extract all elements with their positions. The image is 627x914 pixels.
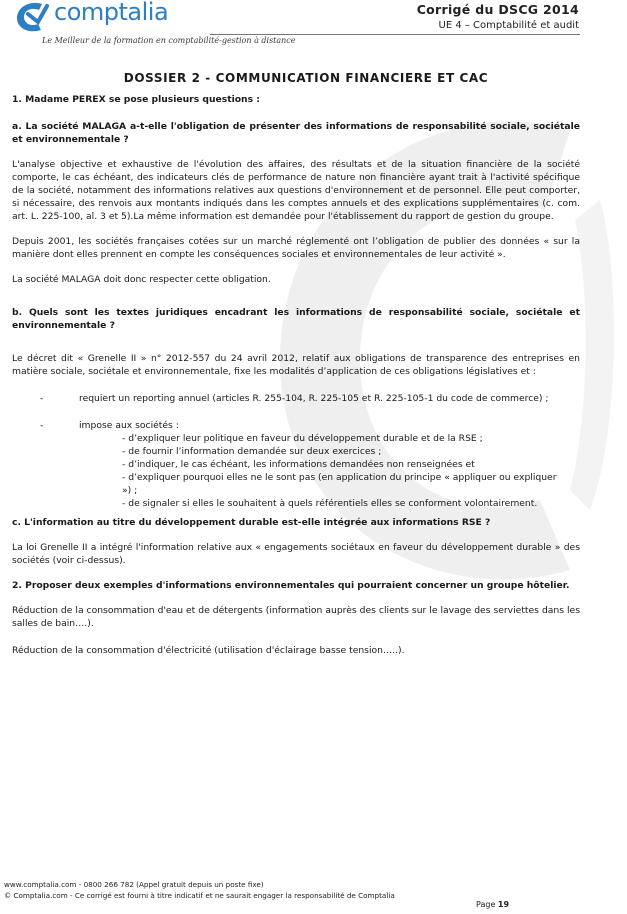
footer-contact: www.comptalia.com - 0800 266 782 (Appel gratuit depuis un poste fixe) xyxy=(4,880,264,889)
header-divider xyxy=(210,34,580,35)
header-right xyxy=(417,2,579,31)
sub-list xyxy=(12,432,580,510)
list-item-text: requiert un reporting annuel (articles R. 255-104, R. 225-105 et R. 225-105-1 du code de commerce) ; xyxy=(79,393,549,404)
sub-list-item: - de signaler si elles le souhaitent à quels référentiels elles se conforment volontairement. xyxy=(122,498,538,509)
question-a-paragraph-2: Depuis 2001, les sociétés françaises cotées sur un marché réglementé ont l’obligation de publier des données « sur la manière dont elles prennent en compte les conséquences sociales et environnementales de leur activité ». xyxy=(12,236,580,260)
list-item-text: impose aux sociétés : xyxy=(79,420,179,431)
footer-disclaimer: © Comptalia.com - Ce corrigé est fourni à titre indicatif et ne saurait engager la responsabilité de Comptalia xyxy=(4,891,395,900)
document-title: Corrigé du DSCG 2014 xyxy=(416,2,579,17)
section-2-title: 2. Proposer deux exemples d'informations environnementales qui pourraient concerner un groupe hôtelier. xyxy=(12,580,570,591)
question-b-title: b. Quels sont les textes juridiques encadrant les informations de responsabilité sociale, sociétale et environnementale ? xyxy=(12,307,580,331)
list-item: - impose aux sociétés : xyxy=(12,419,580,432)
section-2-paragraph-1: Réduction de la consommation d'eau et de détergents (information auprès des clients sur le lavage des serviettes dans les salles de bain….). xyxy=(12,605,580,629)
sub-list-item: - d’expliquer leur politique en faveur du développement durable et de la RSE ; xyxy=(122,433,483,444)
question-c-paragraph-1: La loi Grenelle II a intégré l'information relative aux « engagements sociétaux en faveur du développement durable » des sociétés (voir ci-dessus). xyxy=(12,542,580,566)
section-1-title: 1. Madame PEREX se pose plusieurs questions : xyxy=(12,94,260,105)
document-subtitle: UE 4 – Comptabilité et audit xyxy=(438,20,579,31)
question-a-title: a. La société MALAGA a-t-elle l'obligation de présenter des informations de responsabilité sociale, sociétale et environnementale ? xyxy=(12,121,580,145)
comptalia-logo[interactable] xyxy=(12,0,182,40)
section-2-paragraph-2: Réduction de la consommation d'électricité (utilisation d'éclairage basse tension…..). xyxy=(12,645,405,656)
footer xyxy=(4,879,395,901)
sub-list-item: - de fournir l’information demandée sur deux exercices ; xyxy=(122,446,382,457)
logo-mark-icon xyxy=(14,0,50,34)
sub-list-item: - d’indiquer, le cas échéant, les informations demandées non renseignées et xyxy=(122,459,475,470)
dossier-title: DOSSIER 2 - COMMUNICATION FINANCIERE ET CAC xyxy=(123,71,489,85)
logo-wordmark: comptalia xyxy=(54,0,169,26)
question-a-paragraph-3: La société MALAGA doit donc respecter cette obligation. xyxy=(12,274,271,285)
tagline: Le Meilleur de la formation en comptabilité-gestion à distance xyxy=(42,36,296,45)
list-item: - requiert un reporting annuel (articles R. 255-104, R. 225-105 et R. 225-105-1 du code de commerce) ; xyxy=(12,392,580,405)
question-a-paragraph-1: L'analyse objective et exhaustive de l'évolution des affaires, des résultats et de la situation financière de la société comporte, le cas échéant, des indicateurs clés de performance de nature non financière ayant trait à l'activité spécifique de la société, notamment des informations relatives aux questions d'environnement et de personnel. Elle peut comporter, si nécessaire, des renvois aux montants indiqués dans les comptes annuels et des explications supplémentaires (c. com. art. L. 225-100, al. 3 et 5).La même information est demandée pour l'établissement du rapport de gestion du groupe. xyxy=(12,159,580,222)
question-b-paragraph-1: Le décret dit « Grenelle II » n° 2012-557 du 24 avril 2012, relatif aux obligations de transparence des entreprises en matière sociale, sociétale et environnementale, fixe les modalités d’application de ces obligations législatives et : xyxy=(12,353,580,377)
page-number: Page 19 xyxy=(476,900,510,909)
sub-list-item: - d’expliquer pourquoi elles ne le sont pas (en application du principe « appliquer ou expliquer ») ; xyxy=(122,472,557,496)
question-c-title: c. L'information au titre du développement durable est-elle intégrée aux informations RSE ? xyxy=(12,517,491,528)
main-content xyxy=(12,72,580,657)
